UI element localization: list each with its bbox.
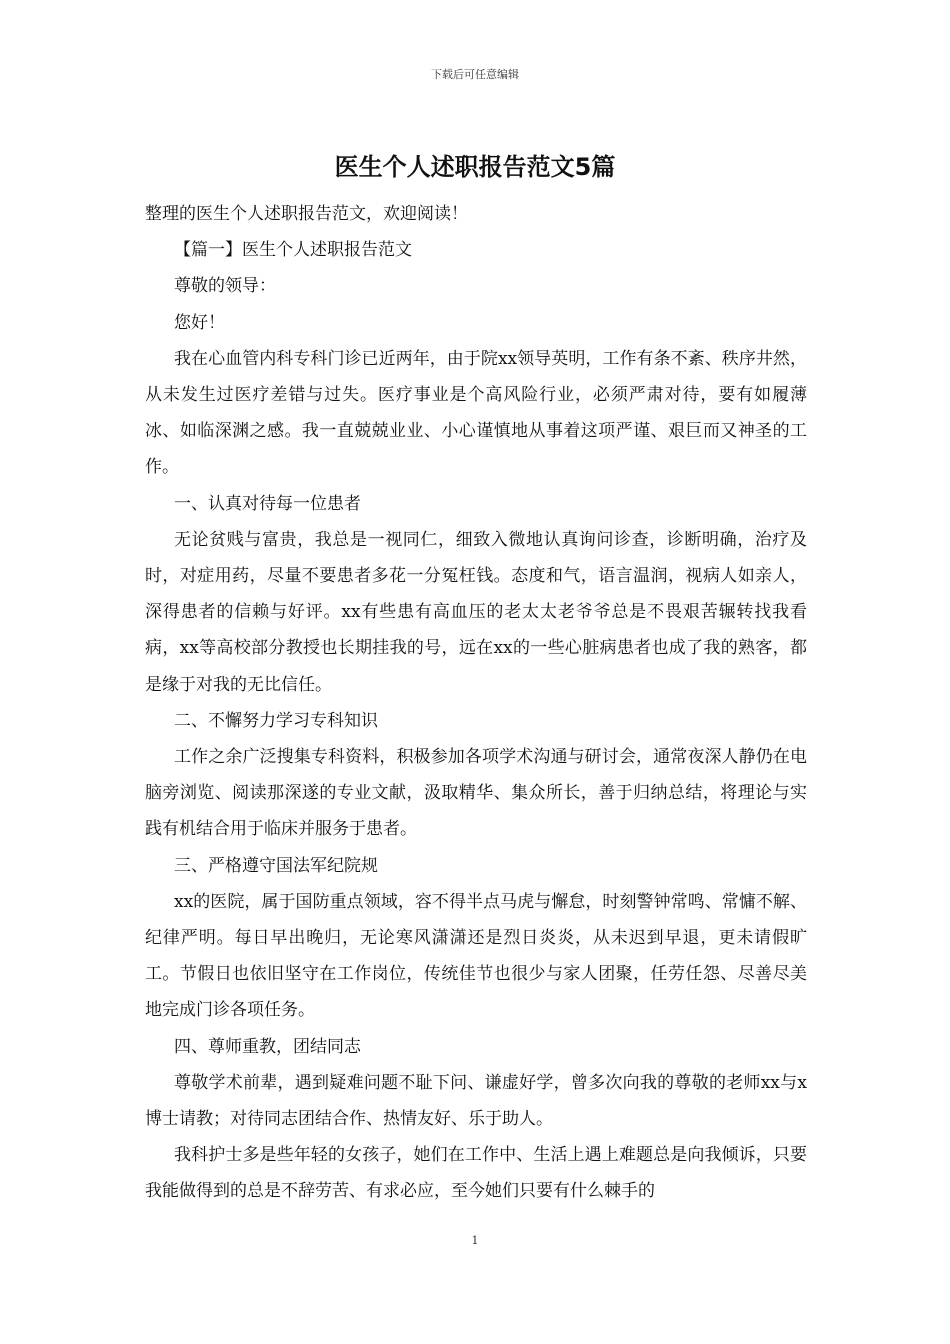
section-heading-part-one: 【篇一】医生个人述职报告范文	[174, 240, 412, 261]
page-header: 下载后可任意编辑	[431, 68, 519, 81]
section-heading: 二、不懈努力学习专科知识	[174, 710, 378, 731]
intro-paragraph: 整理的医生个人述职报告范文，欢迎阅读！	[145, 204, 468, 224]
section-heading: 三、严格遵守国法军纪院规	[174, 855, 378, 876]
document-body	[145, 196, 807, 1210]
body-paragraph: xx的医院，属于国防重点领域，容不得半点马虎与懈怠，时刻警钟常鸣、常慵不解、纪律严明。每日早出晚归，无论寒风潇潇还是烈日炎炎，从未迟到早退，更未请假旷工。节假日也依旧坚守在工作岗位，传统佳节也很少与家人团聚，任劳任怨、尽善尽美地完成门诊各项任务。	[145, 891, 807, 1021]
body-paragraph: 工作之余广泛搜集专科资料，积极参加各项学术沟通与研讨会，通常夜深人静仍在电脑旁浏览、阅读那深遂的专业文献，汲取精华、集众所长，善于归纳总结，将理论与实践有机结合用于临床并服务于患者。	[145, 747, 807, 840]
section-heading: 一、认真对待每一位患者	[174, 493, 361, 514]
section-heading: 四、尊师重教，团结同志	[174, 1036, 361, 1057]
body-paragraph: 我在心血管内科专科门诊已近两年，由于院xx领导英明，工作有条不紊、秩序井然，从未发生过医疗差错与过失。医疗事业是个高风险行业，必须严肃对待，要有如履薄冰、如临深渊之感。我一直兢兢业业、小心谨慎地从事着这项严谨、艰巨而又神圣的工作。	[145, 348, 807, 478]
page-number: 1	[471, 1234, 479, 1247]
body-paragraph: 我科护士多是些年轻的女孩子，她们在工作中、生活上遇上难题总是向我倾诉，只要我能做得到的总是不辞劳苦、有求必应，至今她们只要有什么棘手的	[145, 1145, 807, 1202]
body-paragraph: 尊敬学术前辈，遇到疑难问题不耻下问、谦虚好学，曾多次向我的尊敬的老师xx与x博士请教；对待同志团结合作、热情友好、乐于助人。	[145, 1072, 807, 1130]
document-title: 医生个人述职报告范文5篇	[334, 153, 616, 181]
body-paragraph: 无论贫贱与富贵，我总是一视同仁，细致入微地认真询问诊查，诊断明确，治疗及时，对症用药，尽量不要患者多花一分冤枉钱。态度和气，语言温润，视病人如亲人，深得患者的信赖与好评。xx有些患有高血压的老太太老爷爷总是不畏艰苦辗转找我看病，xx等高校部分教授也长期挂我的号，远在xx的一些心脏病患者也成了我的熟客，都是缘于对我的无比信任。	[145, 529, 807, 695]
greeting: 您好！	[174, 312, 225, 333]
salutation: 尊敬的领导：	[174, 276, 276, 297]
